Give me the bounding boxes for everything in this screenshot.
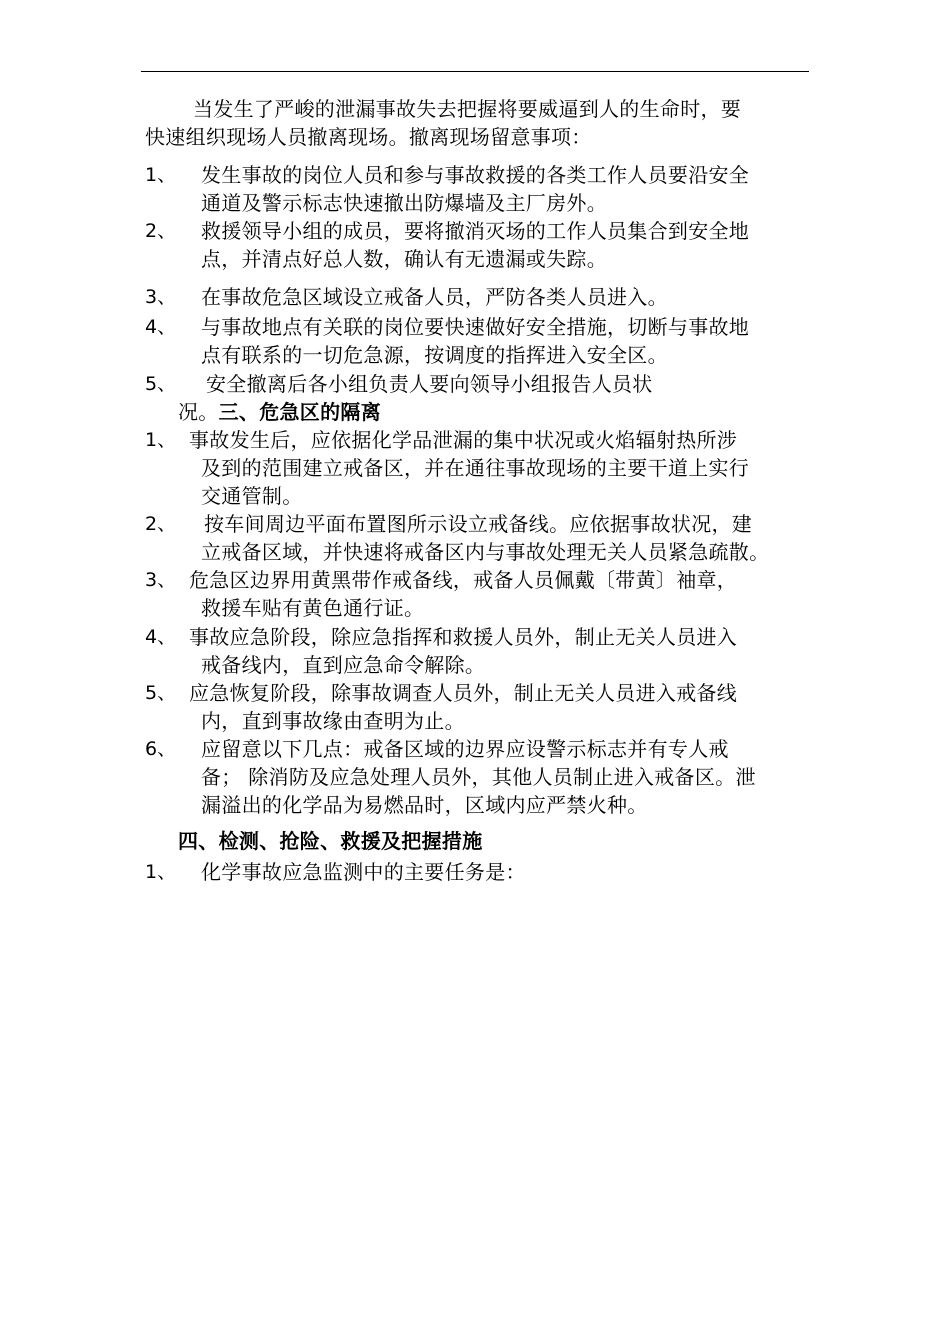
isolation-item-5-number: 5、 xyxy=(145,682,177,704)
intro-line-1: 当发生了严峻的泄漏事故失去把握将要威逼到人的生命时，要 xyxy=(193,97,742,121)
evac-item-4-line-1: 与事故地点有关联的岗位要快速做好安全措施，切断与事故地 xyxy=(201,315,750,339)
isolation-item-6-line-3: 漏溢出的化学品为易燃品时，区域内应严禁火种。 xyxy=(201,793,648,817)
isolation-item-6-number: 6、 xyxy=(145,738,177,760)
isolation-item-1-line-3: 交通管制。 xyxy=(201,484,303,508)
evac-item-1-line-1: 发生事故的岗位人员和参与事故救援的各类工作人员要沿安全 xyxy=(201,163,750,187)
evac-item-2-line-1: 救援领导小组的成员，要将撤消灭场的工作人员集合到安全地 xyxy=(201,219,750,243)
isolation-item-2-number: 2、 xyxy=(145,513,177,535)
isolation-item-3-line-2: 救援车贴有黄色通行证。 xyxy=(201,596,425,620)
evac-item-4-number: 4、 xyxy=(145,316,177,338)
isolation-item-6-line-1: 应留意以下几点：戒备区域的边界应设警示标志并有专人戒 xyxy=(201,737,729,761)
monitoring-item-1-number: 1、 xyxy=(145,861,177,883)
section-3-heading: 三、危急区的隔离 xyxy=(218,400,382,424)
intro-line-2: 快速组织现场人员撤离现场。撤离现场留意事项： xyxy=(145,125,592,149)
monitoring-item-1-line-1: 化学事故应急监测中的主要任务是： xyxy=(201,860,526,884)
isolation-item-1-number: 1、 xyxy=(145,429,177,451)
evac-item-1-line-2: 通道及警示标志快速撤出防爆墙及主厂房外。 xyxy=(201,191,607,215)
evac-item-3-line-1: 在事故危急区域设立戒备人员，严防各类人员进入。 xyxy=(201,285,668,309)
isolation-item-4-line-1: 事故应急阶段，除应急指挥和救援人员外，制止无关人员进入 xyxy=(189,625,738,649)
evac-item-5-number: 5、 xyxy=(145,373,177,395)
isolation-item-5-line-1: 应急恢复阶段，除事故调查人员外，制止无关人员进入戒备线 xyxy=(189,681,738,705)
isolation-item-4-number: 4、 xyxy=(145,626,177,648)
isolation-item-1-line-2: 及到的范围建立戒备区，并在通往事故现场的主要干道上实行 xyxy=(201,456,750,480)
isolation-item-5-line-2: 内，直到事故缘由查明为止。 xyxy=(201,709,465,733)
header-rule xyxy=(141,71,809,72)
evac-item-5-line-1: 安全撤离后各小组负责人要向领导小组报告人员状 xyxy=(206,372,653,396)
isolation-item-6-line-2: 备； 除消防及应急处理人员外，其他人员制止进入戒备区。泄 xyxy=(201,765,756,789)
evac-item-1-number: 1、 xyxy=(145,164,177,186)
section-4-heading: 四、检测、抢险、救援及把握措施 xyxy=(178,829,483,853)
isolation-item-1-line-1: 事故发生后，应依据化学品泄漏的集中状况或火焰辐射热所涉 xyxy=(189,428,738,452)
evac-item-2-line-2: 点，并清点好总人数，确认有无遗漏或失踪。 xyxy=(201,247,607,271)
evac-item-3-number: 3、 xyxy=(145,286,177,308)
isolation-item-3-number: 3、 xyxy=(145,569,177,591)
evac-item-5-tail xyxy=(178,398,381,426)
isolation-item-4-line-2: 戒备线内，直到应急命令解除。 xyxy=(201,653,486,677)
isolation-item-3-line-1: 危急区边界用黄黑带作戒备线，戒备人员佩戴〔带黄〕袖章， xyxy=(189,568,738,592)
evac-item-5-tail-text: 况。 xyxy=(178,400,219,424)
evac-item-2-number: 2、 xyxy=(145,220,177,242)
isolation-item-2-line-1: 按车间周边平面布置图所示设立戒备线。应依据事故状况，建 xyxy=(204,512,753,536)
isolation-item-2-line-2: 立戒备区域，并快速将戒备区内与事故处理无关人员紧急疏散。 xyxy=(201,540,770,564)
evac-item-4-line-2: 点有联系的一切危急源，按调度的指挥进入安全区。 xyxy=(201,343,668,367)
